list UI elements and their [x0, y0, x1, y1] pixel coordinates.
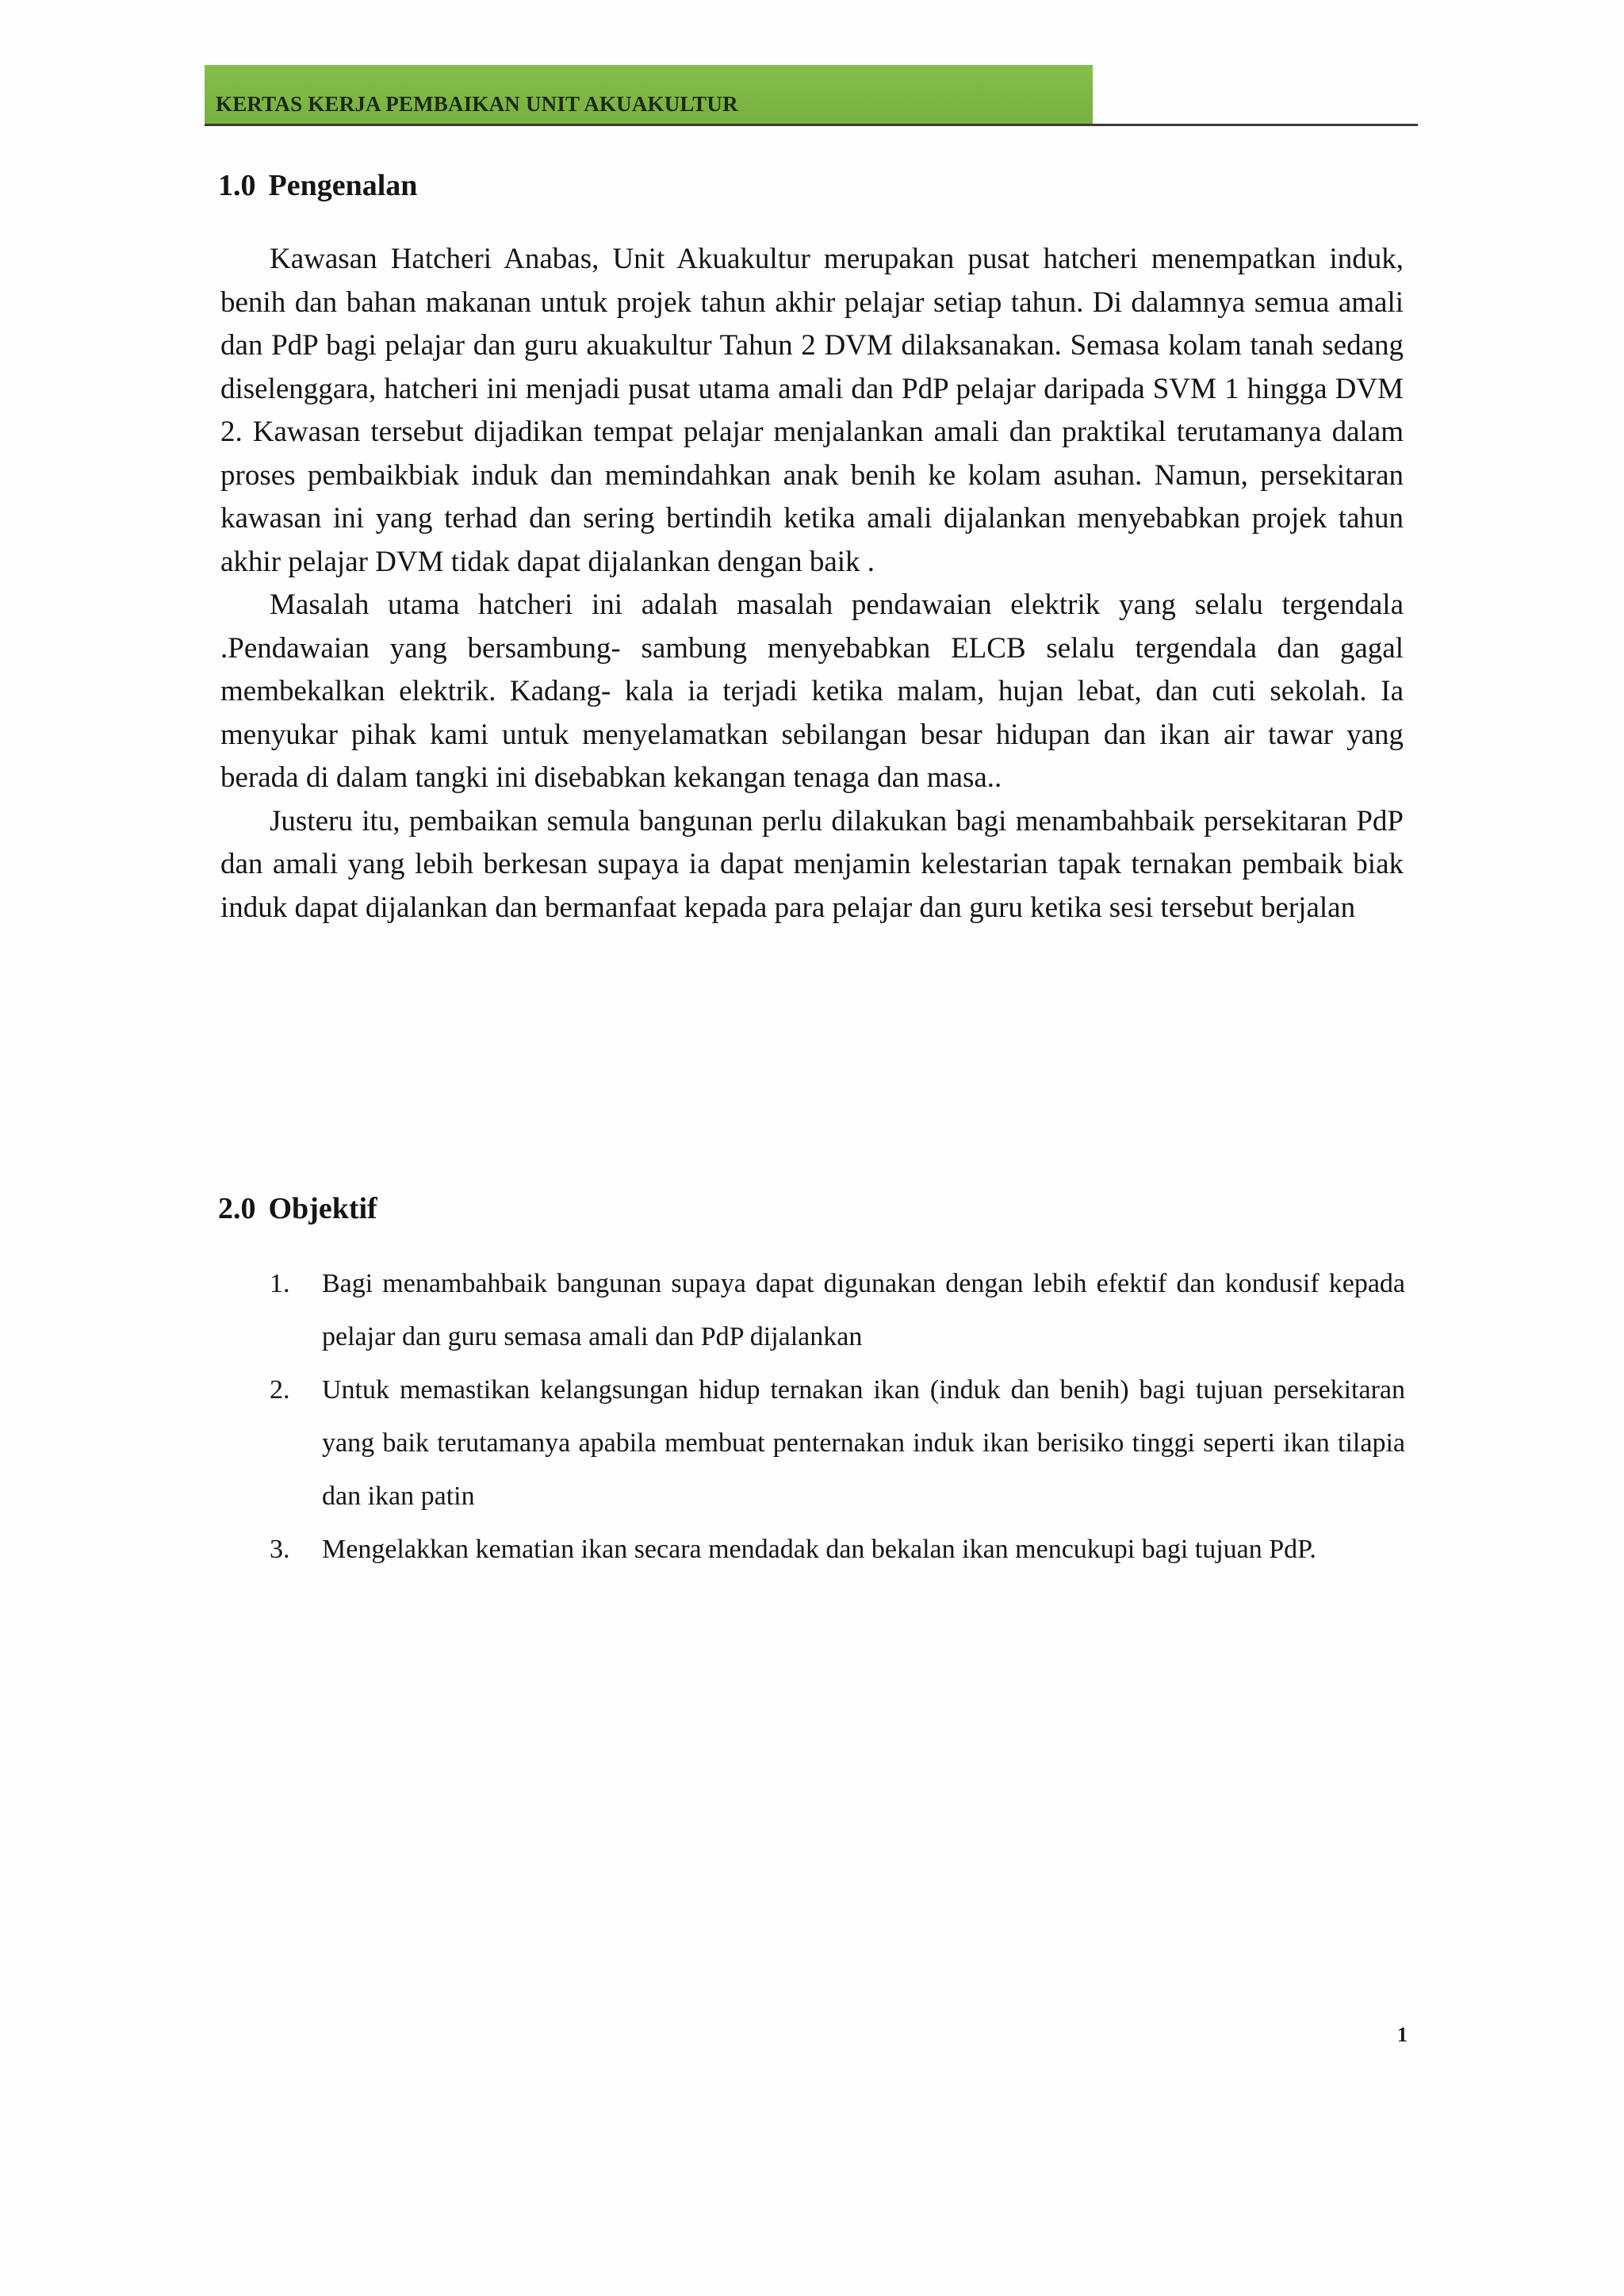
list-item-text: Mengelakkan kematian ikan secara mendadak dan bekalan ikan mencukupi bagi tujuan PdP.: [322, 1535, 1316, 1564]
list-item-text: Untuk memastikan kelangsungan hidup ternakan ikan (induk dan benih) bagi tujuan persekitaran yang baik terutamanya apabila membuat penternakan induk ikan berisiko tinggi seperti ikan tilapia dan ikan patin: [322, 1375, 1405, 1511]
section-2-title: Objektif: [268, 1192, 377, 1225]
list-item: [270, 1363, 1405, 1523]
list-item-text: Bagi menambahbaik bangunan supaya dapat digunakan dengan lebih efektif dan kondusif kepada pelajar dan guru semasa amali dan PdP dijalankan: [322, 1269, 1405, 1351]
section-2-number: 2.0: [218, 1192, 256, 1225]
page-number: 1: [1397, 2023, 1408, 2046]
section-1-number: 1.0: [218, 169, 256, 202]
list-item-number: 2.: [270, 1375, 290, 1405]
section-1-body: [220, 238, 1404, 930]
header-rule: [205, 124, 1418, 126]
header-bar: [205, 65, 1093, 124]
objectives-list: [270, 1257, 1405, 1576]
intro-paragraph-2: Masalah utama hatcheri ini adalah masalah pendawaian elektrik yang selalu tergendala .Pendawaian yang bersambung- sambung menyebabkan ELCB selalu tergendala dan gagal membekalkan elektrik. Kadang- kala ia terjadi ketika malam, hujan lebat, dan cuti sekolah. Ia menyukar pihak kami untuk menyelamatkan sebilangan besar hidupan dan ikan air tawar yang berada di dalam tangki ini disebabkan kekangan tenaga dan masa..: [220, 588, 1404, 794]
section-1-title: Pengenalan: [268, 169, 418, 202]
list-item: [270, 1523, 1405, 1576]
section-1-heading: [218, 168, 417, 203]
list-item-number: 1.: [270, 1269, 290, 1298]
intro-paragraph-3: Justeru itu, pembaikan semula bangunan perlu dilakukan bagi menambahbaik persekitaran PdP dan amali yang lebih berkesan supaya ia dapat menjamin kelestarian tapak ternakan pembaik biak induk dapat dijalankan dan bermanfaat kepada para pelajar dan guru ketika sesi tersebut berjalan: [220, 804, 1404, 924]
list-item: [270, 1257, 1405, 1363]
list-item-number: 3.: [270, 1535, 290, 1564]
header-title: KERTAS KERJA PEMBAIKAN UNIT AKUAKULTUR: [216, 92, 738, 116]
section-2-heading: [218, 1191, 377, 1226]
intro-paragraph-1: Kawasan Hatcheri Anabas, Unit Akuakultur merupakan pusat hatcheri menempatkan induk, benih dan bahan makanan untuk projek tahun akhir pelajar setiap tahun. Di dalamnya semua amali dan PdP bagi pelajar dan guru akuakultur Tahun 2 DVM dilaksanakan. Semasa kolam tanah sedang diselenggara, hatcheri ini menjadi pusat utama amali dan PdP pelajar daripada SVM 1 hingga DVM 2. Kawasan tersebut dijadikan tempat pelajar menjalankan amali dan praktikal terutamanya dalam proses pembaikbiak induk dan memindahkan anak benih ke kolam asuhan. Namun, persekitaran kawasan ini yang terhad dan sering bertindih ketika amali dijalankan menyebabkan projek tahun akhir pelajar DVM tidak dapat dijalankan dengan baik .: [220, 243, 1404, 578]
